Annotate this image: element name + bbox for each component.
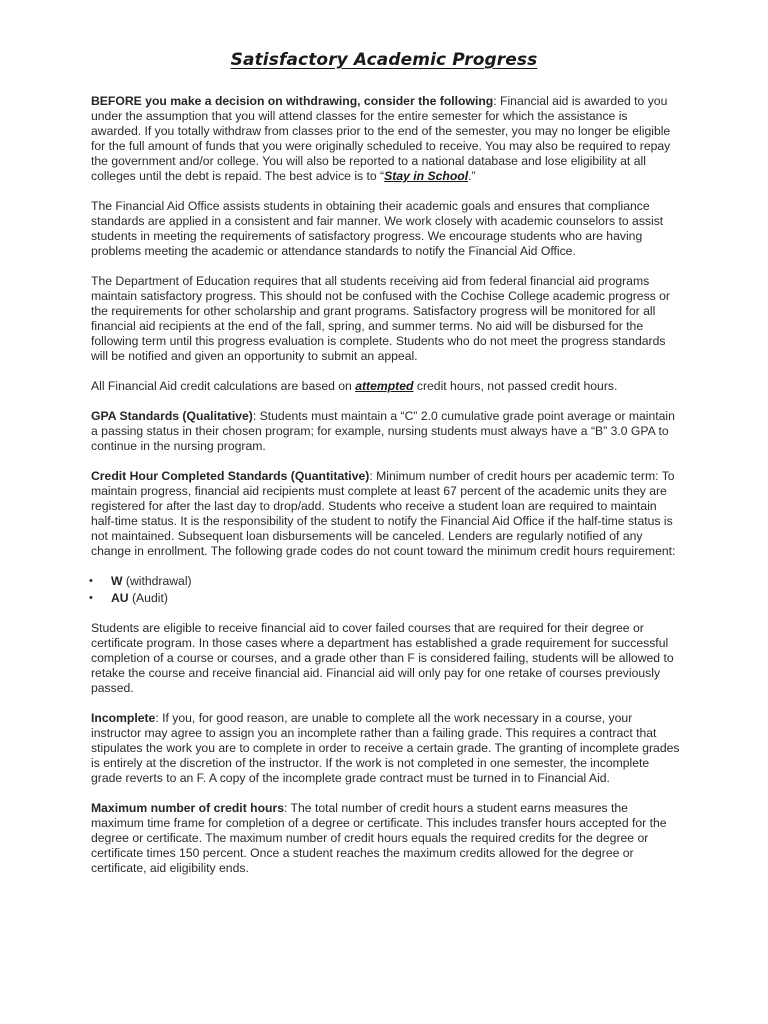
page-title: Satisfactory Academic Progress <box>230 50 538 70</box>
gpa-standards-text: : Students must maintain a “C” 2.0 cumulative grade point average or maintain a passing status in their chosen program; for example, nursing students must always have a “B” 3.0 GPA to continue in the nursing program. <box>91 409 675 453</box>
grade-code: W <box>111 574 123 588</box>
bullet-icon: • <box>89 592 93 604</box>
attempted-before: All Financial Aid credit calculations are based on <box>91 379 356 393</box>
grade-code-description: (withdrawal) <box>122 574 192 588</box>
maximum-credit-hours-text: : The total number of credit hours a student earns measures the maximum time frame for completion of a degree or certificate. This includes transfer hours accepted for the degree or certificate. The maximum number of credit hours equals the required credits for the degree or certificate times 150 percent. Once a student reaches the maximum credits allowed for the degree or certificate, aid eligibility ends. <box>91 801 667 875</box>
paragraph-attempted-hours <box>91 379 681 394</box>
maximum-credit-hours-lead: Maximum number of credit hours <box>91 801 284 815</box>
credit-hour-standards-lead: Credit Hour Completed Standards (Quantitative) <box>91 469 370 483</box>
withdrawing-text: : Financial aid is awarded to you under the assumption that you will attend classes for the entire semester for which the assistance is awarded. If you totally withdraw from classes prior to the end of the semester, you may no longer be eligible for the full amount of funds that you were originally scheduled to receive. You may also be required to repay the government and/or college. You will also be reported to a national database and lose eligibility at all colleges until the debt is repaid. The best advice is to “ <box>91 94 671 183</box>
paragraph-failed-courses: Students are eligible to receive financial aid to cover failed courses that are required for their degree or certificate program. In those cases where a department has established a grade requirement for successful completion of a course or courses, and a grade other than F is considered failing, students will be allowed to retake the course and receive financial aid. Financial aid will only pay for one retake of courses previously passed. <box>91 621 674 695</box>
grade-codes-list <box>91 574 681 606</box>
paragraph-incomplete <box>91 711 681 786</box>
gpa-standards-lead: GPA Standards (Qualitative) <box>91 409 253 423</box>
incomplete-lead: Incomplete <box>91 711 156 725</box>
paragraph-withdrawing <box>91 94 681 184</box>
credit-hour-standards-text: : Minimum number of credit hours per academic term: To maintain progress, financial aid recipients must complete at least 67 percent of the academic units they are registered for after the last day to drop/add. Students who receive a student loan are required to maintain half-time status. It is the responsibility of the student to notify the Financial Aid Office if the half-time status is not maintained. Subsequent loan disbursements will be canceled. Lenders are regularly notified of any change in enrollment. The following grade codes do not count toward the minimum credit hours requirement: <box>91 469 676 558</box>
list-item <box>91 591 681 606</box>
grade-code-description: (Audit) <box>128 591 168 605</box>
withdrawing-end: .” <box>468 169 476 183</box>
document-body <box>91 94 681 891</box>
grade-code: AU <box>111 591 129 605</box>
attempted-after: credit hours, not passed credit hours. <box>413 379 618 393</box>
stay-in-school-emphasis: Stay in School <box>384 169 469 183</box>
paragraph-credit-hour-standards <box>91 469 681 559</box>
attempted-emphasis: attempted <box>355 379 414 393</box>
paragraph-financial-aid-office: The Financial Aid Office assists students in obtaining their academic goals and ensures that compliance standards are applied in a consistent and fair manner. We work closely with academic counselors to assist students in meeting the requirements of satisfactory progress. We encourage students who are having problems meeting the academic or attendance standards to notify the Financial Aid Office. <box>91 199 664 258</box>
bullet-icon: • <box>89 575 93 587</box>
list-item <box>91 574 681 589</box>
paragraph-department-of-education: The Department of Education requires that all students receiving aid from federal financial aid programs maintain satisfactory progress. This should not be confused with the Cochise College academic progress or the requirements for other scholarship and grant programs. Satisfactory progress will be monitored for all financial aid recipients at the end of the fall, spring, and summer terms. No aid will be disbursed for the following term until this progress evaluation is complete. Students who do not meet the progress standards will be notified and given an opportunity to submit an appeal. <box>91 274 670 363</box>
paragraph-maximum-credit-hours <box>91 801 681 876</box>
paragraph-gpa-standards <box>91 409 681 454</box>
withdrawing-lead: BEFORE you make a decision on withdrawing, consider the following <box>91 94 494 108</box>
incomplete-text: : If you, for good reason, are unable to complete all the work necessary in a course, your instructor may agree to assign you an incomplete rather than a failing grade. This requires a contract that stipulates the work you are to complete in order to receive a certain grade. The granting of incomplete grades is entirely at the discretion of the instructor. If the work is not completed in one semester, the incomplete grade reverts to an F. A copy of the incomplete grade contract must be turned in to Financial Aid. <box>91 711 680 785</box>
